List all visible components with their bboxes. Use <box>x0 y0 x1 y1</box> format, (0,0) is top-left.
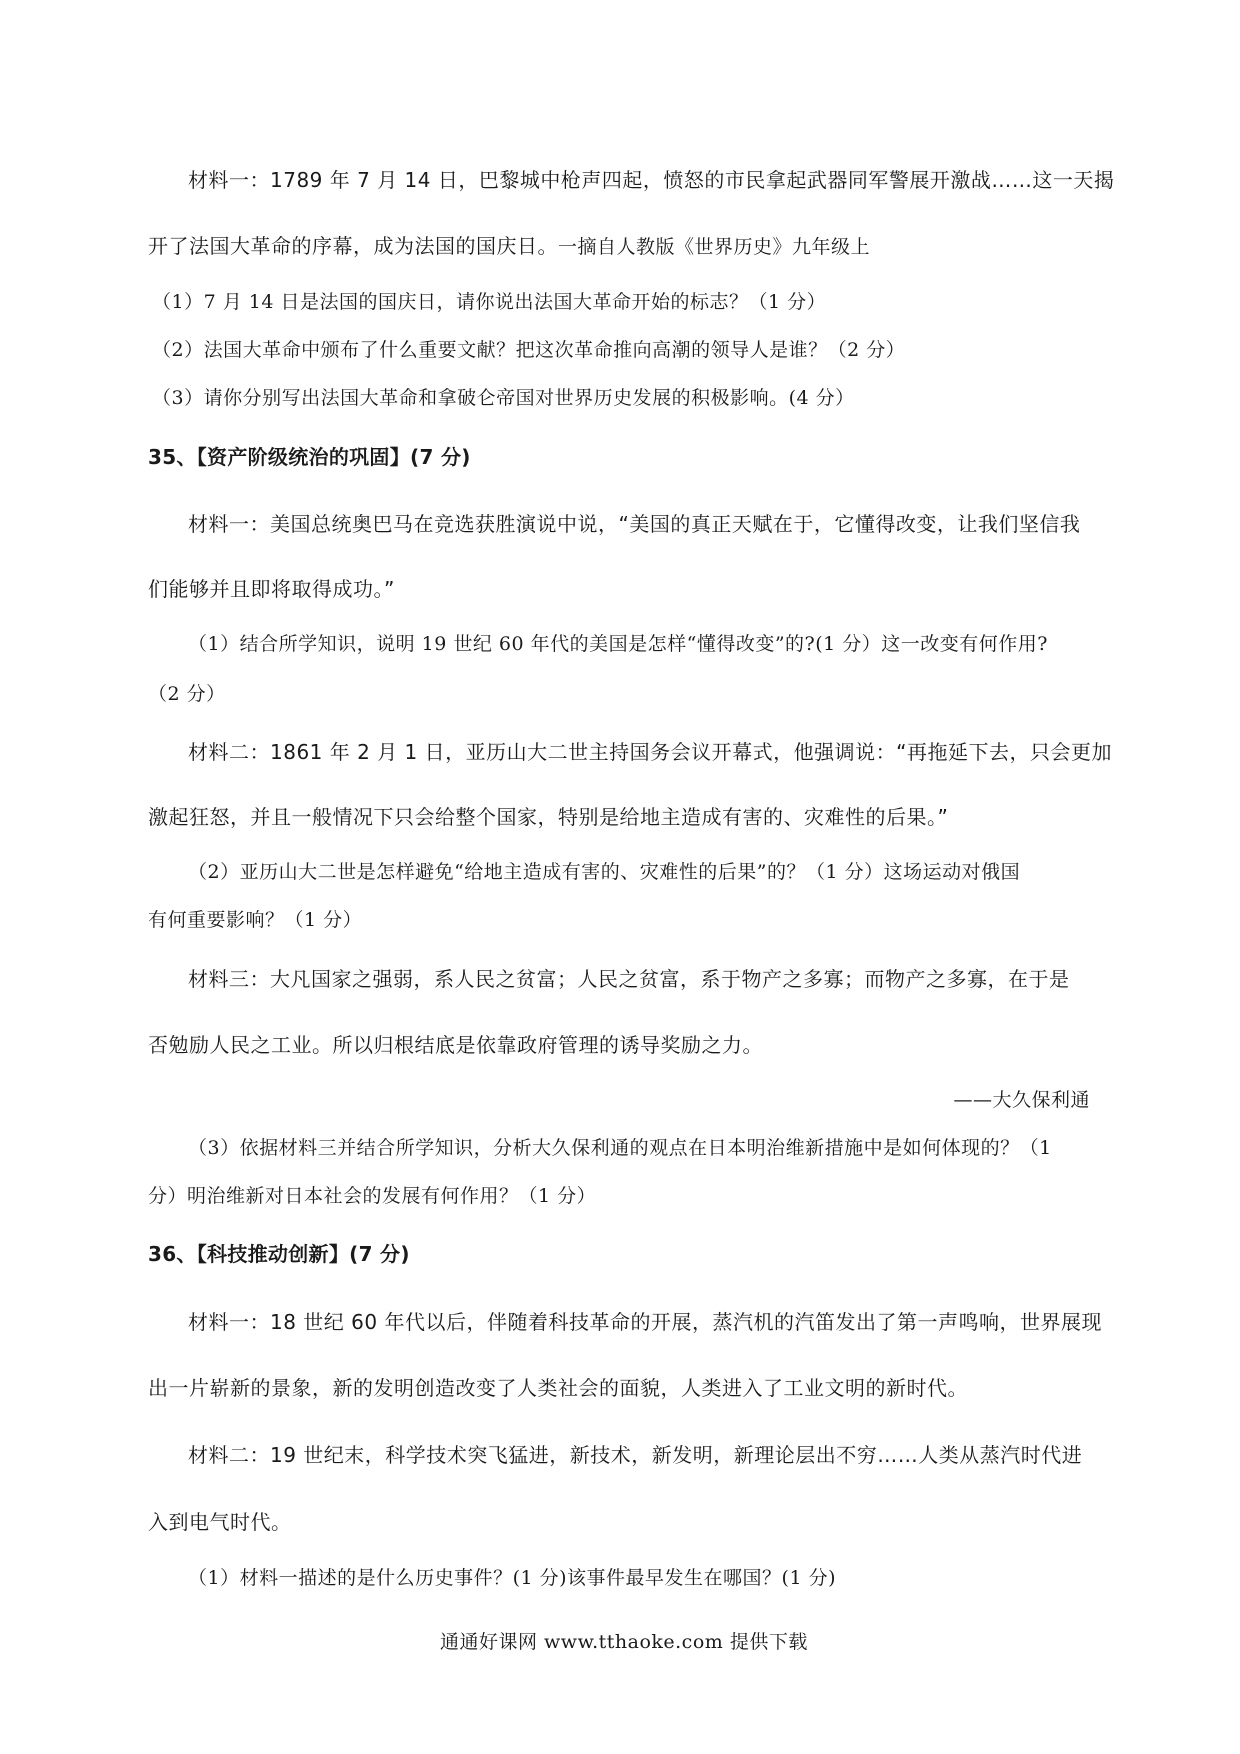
q34-material1-bold-text: 开了法国大革命的序幕，成为法国的国庆日。 <box>148 234 558 258</box>
q36-material1-line1: 材料一：18 世纪 60 年代以后，伴随着科技革命的开展，蒸汽机的汽笛发出了第一声鸣响，世界展现 <box>188 1310 1102 1334</box>
q35-question-2-line1: （2）亚历山大二世是怎样避免“给地主造成有害的、灾难性的后果”的？（1 分）这场运动对俄国 <box>188 861 1021 883</box>
q35-material2-line2: 激起狂怒，并且一般情况下只会给整个国家，特别是给地主造成有害的、灾难性的后果。” <box>148 805 949 829</box>
q35-question-2-line2: 有何重要影响？（1 分） <box>148 909 363 931</box>
q34-material1-line1: 材料一：1789 年 7 月 14 日，巴黎城中枪声四起，愤怒的市民拿起武器同军警展开激战……这一天揭 <box>188 168 1115 192</box>
q35-question-1-line2: （2 分） <box>148 683 226 705</box>
q34-material1-source: 一摘自人教版《世界历史》九年级上 <box>558 236 871 258</box>
q34-question-1: （1）7 月 14 日是法国的国庆日，请你说出法国大革命开始的标志？（1 分） <box>152 291 827 313</box>
q35-material2-line1: 材料二：1861 年 2 月 1 日，亚历山大二世主持国务会议开幕式，他强调说：“再拖延下去，只会更加 <box>188 740 1112 764</box>
q35-material1-line1: 材料一：美国总统奥巴马在竞选获胜演说中说，“美国的真正天赋在于，它懂得改变，让我们坚信我 <box>188 512 1081 536</box>
q35-question-3-line1: （3）依据材料三并结合所学知识，分析大久保利通的观点在日本明治维新措施中是如何体现的？（1 <box>188 1137 1052 1159</box>
q35-question-3-line2: 分）明治维新对日本社会的发展有何作用？（1 分） <box>148 1185 597 1207</box>
q36-material2-line1: 材料二：19 世纪末，科学技术突飞猛进，新技术，新发明，新理论层出不穷……人类从蒸汽时代进 <box>188 1443 1083 1467</box>
q35-question-1-line1: （1）结合所学知识，说明 19 世纪 60 年代的美国是怎样“懂得改变”的?(1 分）这一改变有何作用? <box>188 633 1048 655</box>
q35-heading: 35、【资产阶级统治的巩固】(7 分) <box>148 445 471 469</box>
q36-question-1: （1）材料一描述的是什么历史事件？(1 分)该事件最早发生在哪国？(1 分) <box>188 1567 836 1589</box>
page-footer: 通通好课网 www.tthaoke.com 提供下载 <box>440 1631 808 1653</box>
q34-question-2: （2）法国大革命中颁布了什么重要文献？把这次革命推向高潮的领导人是谁？（2 分） <box>152 339 906 361</box>
q35-material3-line1: 材料三：大凡国家之强弱，系人民之贫富；人民之贫富，系于物产之多寡；而物产之多寡，在于是 <box>188 967 1070 991</box>
q35-attribution: ——大久保利通 <box>953 1089 1090 1111</box>
q34-material1-line2 <box>148 234 870 259</box>
q36-heading: 36、【科技推动创新】(7 分) <box>148 1242 410 1266</box>
q36-material1-line2: 出一片崭新的景象，新的发明创造改变了人类社会的面貌，人类进入了工业文明的新时代。 <box>148 1376 968 1400</box>
q35-material1-line2: 们能够并且即将取得成功。” <box>148 577 395 601</box>
q35-material3-line2: 否勉励人民之工业。所以归根结底是依靠政府管理的诱导奖励之力。 <box>148 1033 763 1057</box>
q34-question-3: （3）请你分别写出法国大革命和拿破仑帝国对世界历史发展的积极影响。(4 分） <box>152 387 855 409</box>
q36-material2-line2: 入到电气时代。 <box>148 1510 292 1534</box>
